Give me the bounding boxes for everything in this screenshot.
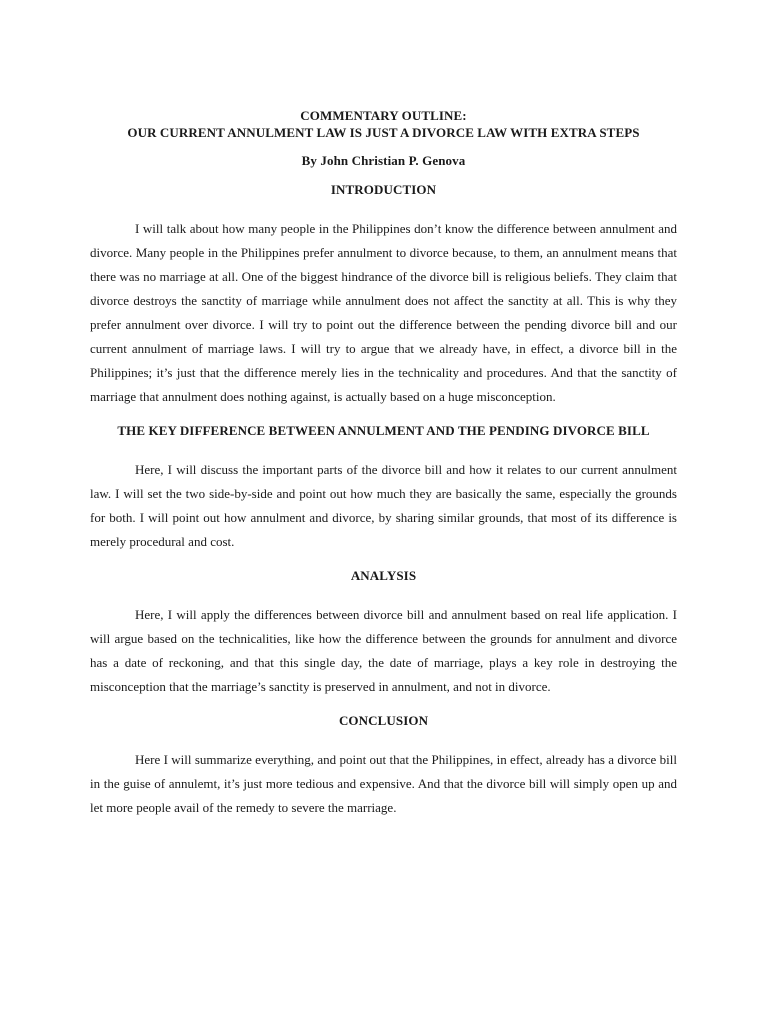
section-body-introduction: I will talk about how many people in the Philippines don’t know the difference between annulment and divorce. Many people in the Philippines prefer annulment to divorce because, to them, an annulment means that there was no marriage at all. One of the biggest hindrance of the divorce bill is religious beliefs. They claim that divorce destroys the sanctity of marriage while annulment does not affect the sanctity at all. This is why they prefer annulment over divorce. I will try to point out the difference between the pending divorce bill and our current annulment of marriage laws. I will try to argue that we already have, in effect, a divorce bill in the Philippines; it’s just that the difference merely lies in the technicality and procedures. And that the sanctity of marriage that annulment does nothing against, is actually based on a huge misconception.	[90, 221, 677, 404]
section-heading-key-difference: THE KEY DIFFERENCE BETWEEN ANNULMENT AND THE PENDING DIVORCE BILL	[117, 423, 650, 438]
title-line-2: OUR CURRENT ANNULMENT LAW IS JUST A DIVORCE LAW WITH EXTRA STEPS	[127, 125, 640, 140]
section-body-conclusion: Here I will summarize everything, and point out that the Philippines, in effect, already has a divorce bill in the guise of annulemt, it’s just more tedious and expensive. And that the divorce bill will simply open up and let more people avail of the remedy to severe the marriage.	[90, 752, 677, 815]
section-body-analysis: Here, I will apply the differences between divorce bill and annulment based on real life application. I will argue based on the technicalities, like how the difference between the grounds for annulment and divorce has a date of reckoning, and that this single day, the date of marriage, plays a key role in destroying the misconception that the marriage’s sanctity is preserved in annulment, and not in divorce.	[90, 607, 677, 694]
section-heading-analysis: ANALYSIS	[350, 568, 417, 583]
document-title	[90, 107, 677, 141]
section-heading-conclusion: CONCLUSION	[338, 713, 429, 728]
section-body-key-difference: Here, I will discuss the important parts of the divorce bill and how it relates to our current annulment law. I will set the two side-by-side and point out how much they are basically the same, especially the grounds for both. I will point out how annulment and divorce, by sharing similar grounds, that most of its difference is merely procedural and cost.	[90, 462, 677, 549]
document-page	[90, 107, 677, 833]
author-byline: By John Christian P. Genova	[301, 153, 466, 168]
section-heading-introduction: INTRODUCTION	[330, 182, 437, 197]
title-line-1: COMMENTARY OUTLINE:	[300, 108, 467, 123]
